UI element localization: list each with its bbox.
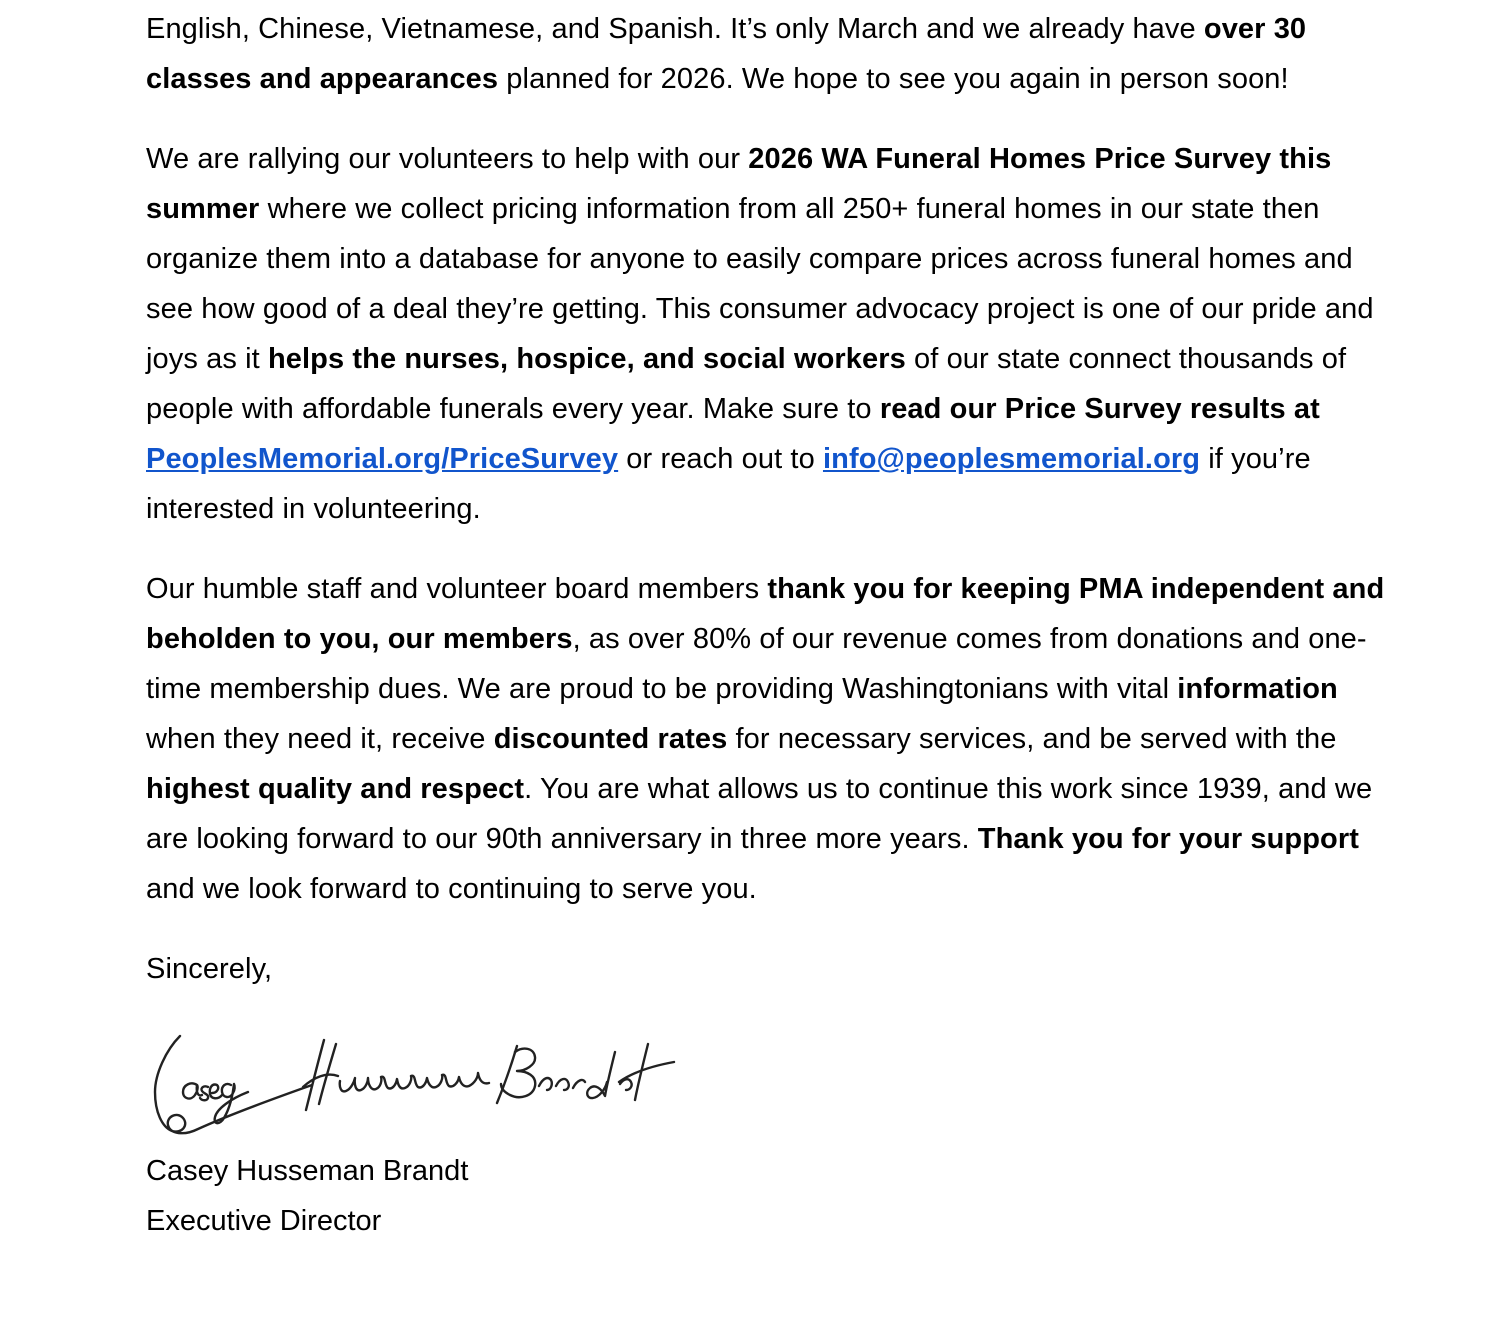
text-segment: when they need it, receive xyxy=(146,723,494,755)
text-segment: English, Chinese, Vietnamese, and Spanish. It’s only March and we already have xyxy=(146,13,1204,45)
bold-text-segment: 2026 WA Funeral Homes Price Survey this summer xyxy=(146,143,1332,225)
signature-svg xyxy=(146,1024,686,1136)
letter-paragraph-1 xyxy=(146,4,1396,104)
bold-text-segment: information xyxy=(1177,673,1338,705)
bold-text-segment: helps the nurses, hospice, and social workers xyxy=(267,343,906,375)
bold-text-segment: read our Price Survey results at xyxy=(879,393,1320,425)
handwritten-signature-image xyxy=(146,1024,686,1136)
text-segment: where we collect pricing information from all 250+ funeral homes in our state then organize them into a database for anyone to easily compare prices across funeral homes and see how good of a deal they’re getting. This consumer advocacy project is one of our pride and joys as it xyxy=(146,193,1374,375)
bold-text-segment: discounted rates xyxy=(493,723,728,755)
text-segment: Our humble staff and volunteer board members xyxy=(146,573,768,605)
text-segment: and we look forward to continuing to serve you. xyxy=(146,873,757,905)
hyperlink[interactable]: PeoplesMemorial.org/PriceSurvey xyxy=(146,443,619,475)
bold-text-segment: thank you for keeping PMA independent and beholden to you, our members xyxy=(146,573,1385,655)
signer-title: Executive Director xyxy=(146,1205,382,1237)
text-segment: planned for 2026. We hope to see you again in person soon! xyxy=(498,63,1289,95)
signer-name: Casey Husseman Brandt xyxy=(146,1155,469,1187)
letter-paragraph-2 xyxy=(146,134,1396,534)
closing-salutation: Sincerely, xyxy=(146,953,273,985)
text-segment: , as over 80% of our revenue comes from donations and one-time membership dues. We are proud to be providing Washingtonians with vital xyxy=(146,623,1367,705)
text-segment: We are rallying our volunteers to help with our xyxy=(146,143,749,175)
text-segment: or reach out to xyxy=(618,443,823,475)
text-segment: for necessary services, and be served with the xyxy=(727,723,1337,755)
text-segment: of our state connect thousands of people with affordable funerals every year. Make sure to xyxy=(146,343,1347,425)
hyperlink[interactable]: info@peoplesmemorial.org xyxy=(822,443,1201,475)
text-segment: . You are what allows us to continue this work since 1939, and we are looking forward to our 90th anniversary in three more years. xyxy=(146,773,1373,855)
bold-text-segment: Thank you for your support xyxy=(977,823,1360,855)
bold-text-segment: over 30 classes and appearances xyxy=(146,13,1307,95)
letter-paragraph-3 xyxy=(146,564,1396,914)
bold-text-segment: highest quality and respect xyxy=(146,773,525,805)
text-segment: if you’re interested in volunteering. xyxy=(146,443,1311,525)
